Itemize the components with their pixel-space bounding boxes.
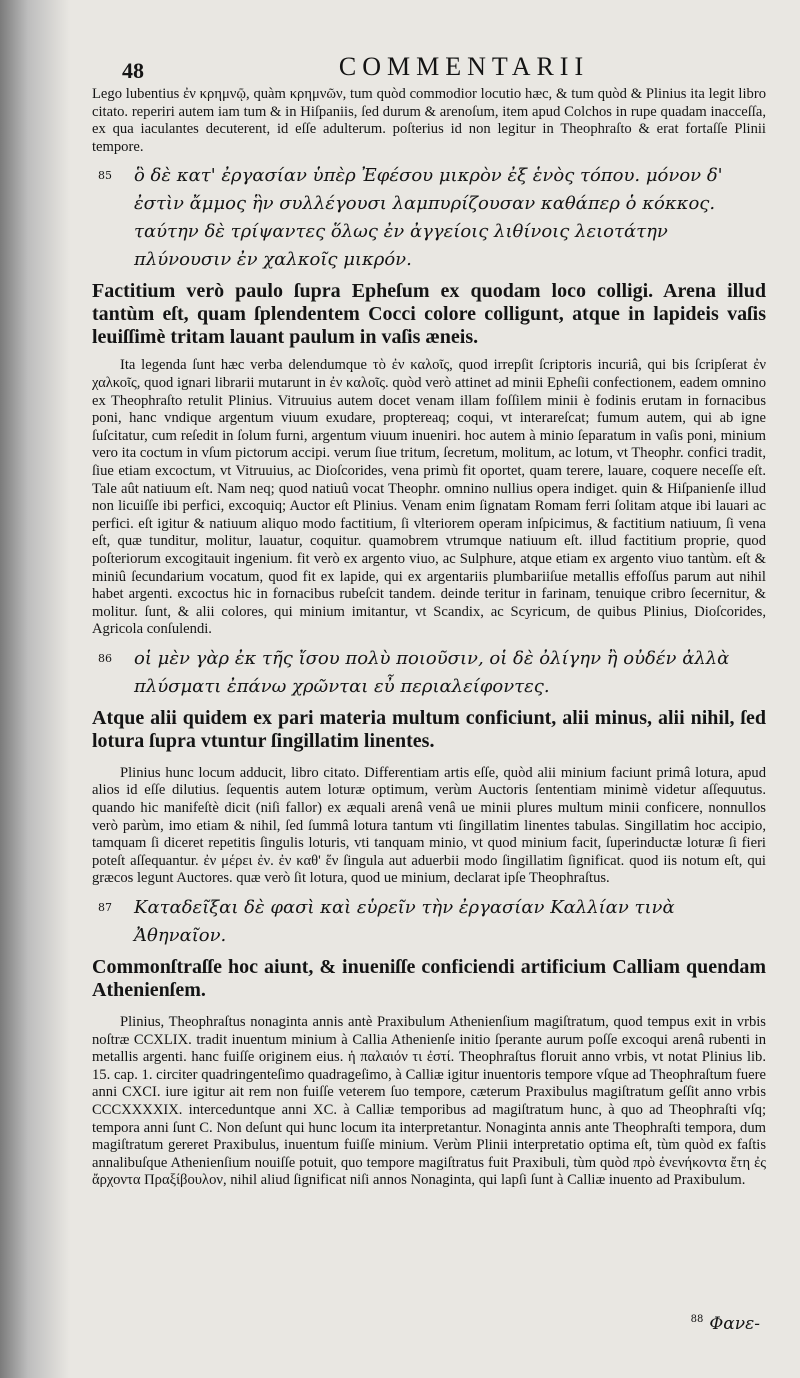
passage-number: 87	[98, 901, 112, 915]
greek-passage-85	[92, 162, 766, 274]
catchword-text: Φανε-	[709, 1314, 760, 1334]
commentary-paragraph-1: Lego lubentius ἐν κρημνῷ, quàm κρημνῶν, tum quòd commodior locutio hæc, & tum quòd & Plinius ita legit libro citato. reperiri autem iam tum & in Hiſpaniis, ſed durum & arenoſum, item apud Colchos in rupe quadam inacceſſa, ex qua iaculantes decuterent, id eſſe adulterum. poſterius id non legitur in Theophraſto & erat fortaſſe Plinii tempore.	[92, 86, 766, 155]
greek-text: Καταδεῖξαι δὲ φασὶ καὶ εὑρεῖν τὴν ἐργασίαν Καλλίαν τινὰ Ἀθηναῖον.	[134, 897, 675, 947]
commentary-paragraph-3: Plinius hunc locum adducit, libro citato. Differentiam artis eſſe, quòd alii minium faciunt primâ lotura, apud alios id eſſe dilutius. ſequentis autem loturæ optimum, verùm Auctoris ſententiam minimè videtur aſſequutus. quando hic manifeſtè dicit (niſi fallor) ex æquali arenâ venâ ue minii plures multum minii conficere, nonnullos verò parùm, imo etiam & nihil, ſed ſummâ lotura tantum vti ſingillatim linentes tabulas. Singillatim hoc accipio, tamquam ſi diceret repetitis ſingulis loturis, vti tanquam minio, vt quod minium facit, ſuperinductæ loturæ ſi fieri poteſt aſſequantur. ἐν μέρει ἐν. ἐν καθ' ἕν ſingula aut aduerbii modo ſingillatim ſignificat. quod iis notum eſt, qui græcos legunt Auctores. quæ verò ſit lotura, quod ue minium, declarat ipſe Theophraſtus.	[92, 764, 766, 887]
passage-number: 85	[98, 169, 112, 183]
catchword	[691, 1314, 760, 1334]
latin-translation-85: Factitium verò paulo ſupra Epheſum ex quodam loco colligi. Arena illud tantùm eſt, quam ſplendentem Cocci colore colligunt, atque in lapideis vaſis leuiſſimè tritam lauant paulum in vaſis æneis.	[92, 280, 766, 349]
commentary-paragraph-2: Ita legenda ſunt hæc verba delendumque τὸ ἐν καλοῖς, quod irrepſit ſcriptoris incuriâ, qui bis ſcripſerat ἐν χαλκοῖς, quod ignari librarii mutarunt in ἐν καλοῖς. quòd verò attinet ad minii Epheſii confectionem, eadem omnino ex Theophraſto retulit Plinius. Vitruuius autem docet venam illam foſſilem minii è fodinis erutam in fornacibus poni, hanc vndique argentum viuum exudare, proptereaq; coqui, vt interareſcat; fumum autem, qui ab igne ſuſcitatur, cum reſedit in ſolum furni, argentum viuum inueniri. hoc autem à minio ſeparatum in vaſis poni, minium vero ita coctum in vſum pictorum accipi. verum ſiue tritum, ſecretum, molitum, ac lotum, vt Theophr. confici tradit, ſiue etiam excoctum, vt Vitruuius, ac Dioſcorides, vena primù fit oportet, quam terere, lauare, coquere neceſſe eſt. Tale aût natiuum eſt. Nam neq; quod natiuû vocat Theophr. omnino nullius opera indiget. quin & Hiſpanienſe illud non licuiſſe ibi perfici, excoquiq; Auctor eſt Plinius. Venam enim ſignatam Romam ferri ſolitam atque ibi lauari ac perfici. eſt igitur & natiuum aliquo modo factitium, ſi vlteriorem operam inſpicimus, & factitium natiuum, ſi vena eſt, quæ tunditur, molitur, lauatur, coquitur. quamobrem vtrumque natiuum eſt. illud factitium proprie, quod poſteriorum excogitauit ingenium. fit verò ex argento viuo, ac Sulphure, atque etiam ex argento viuo tantùm. eſt & miniû ſecundarium vocatum, quod fit ex lapide, qui ex argentariis plumbariiſue metallis effoſſus parum aut nihil habet argenti. excoctus hic in fornacibus rubeſcit tandem. deinde teritur in farinam, tenuique cribro ſecernitur, & molitur. ſunt, & alii colores, qui minium imitantur, vt Scandix, ac Scyricum, de quibus Plinius, Dioſcorides, Agricola conſulendi.	[92, 357, 766, 638]
greek-text: ὃ δὲ κατ' ἐργασίαν ὑπὲρ Ἐφέσου μικρὸν ἐξ ἑνὸς τόπου. μόνον δ' ἐστὶν ἄμμος ἣν συλλέγουσι λαμπυρίζουσαν καθάπερ ὁ κόκκος. ταύτην δὲ τρίψαντες ὅλως ἐν ἀγγείοις λιθίνοις λειοτάτην πλύνουσιν ἐν χαλκοῖς μικρόν.	[134, 165, 723, 271]
passage-number: 86	[98, 651, 112, 665]
commentary-paragraph-4: Plinius, Theophraſtus nonaginta annis antè Praxibulum Athenienſium magiſtratum, quod tempus exit in vrbis noſtræ CCXLIX. tradit inuentum minium à Callia Athenienſe initio ſperante aurum poſſe excoqui arenâ rubenti in metallis argenti. hanc fuiſſe originem eius. ἡ παλαιόν τι ἐστί. Theophraſtus floruit anno vrbis, vt notat Plinius lib. 15. cap. 1. circiter quadringenteſimo quadrageſimo, à Calliæ igitur inuentoris tempore vſque ad Theophraſtum fuere anni CXCI. iure igitur ait rem non fuiſſe veterem ſuo tempore, cæterum Praxibulus magiſtratum geſſit anno vrbis CCCXXXXIX. interceduntque anni XC. à Calliæ temporibus ad magiſtratum hunc, à quo ad Theophraſti vſq; tempora anni ſunt C. Non deſunt qui hunc locum ita interpretantur. Nonaginta annis ante Theophraſti tempora, dum magiſtratum gereret Praxibulus, inuentum fuiſſe minium. Verùm Plinii interpretatio optima eſt, tùm quòd ex faſtis annalibuſque Athenienſium nouiſſe potuit, quo tempore magiſtratus fuit Praxibuli, tùm quòd πρὸ ἐνενήκοντα ἔτη ἐς ἄρχοντα Πραξίβουλον, nihil aliud ſignificat niſi annos Nonaginta, qui lapſi ſunt à Calliæ inuento ad Praxibulum.	[92, 1014, 766, 1189]
latin-translation-87: Commonſtraſſe hoc aiunt, & inueniſſe conficiendi artificium Calliam quendam Athenienſem.	[92, 956, 766, 1002]
latin-translation-86: Atque alii quidem ex pari materia multum conficiunt, alii minus, alii nihil, ſed lotura ſupra vtuntur ſingillatim linentes.	[92, 706, 766, 752]
gutter-shadow	[0, 0, 70, 1378]
greek-passage-87	[92, 894, 766, 950]
running-title: COMMENTARII	[338, 52, 590, 81]
running-head	[92, 52, 766, 82]
page-number: 48	[122, 58, 144, 83]
catchword-number: 88	[690, 1314, 704, 1326]
greek-text: οἱ μὲν γὰρ ἐκ τῆς ἴσου πολὺ ποιοῦσιν, οἱ δὲ ὀλίγην ἢ οὐδέν ἀλλὰ πλύσματι ἐπάνω χρῶνται εὖ περιαλείφοντες.	[134, 647, 730, 697]
greek-passage-86	[92, 645, 766, 701]
